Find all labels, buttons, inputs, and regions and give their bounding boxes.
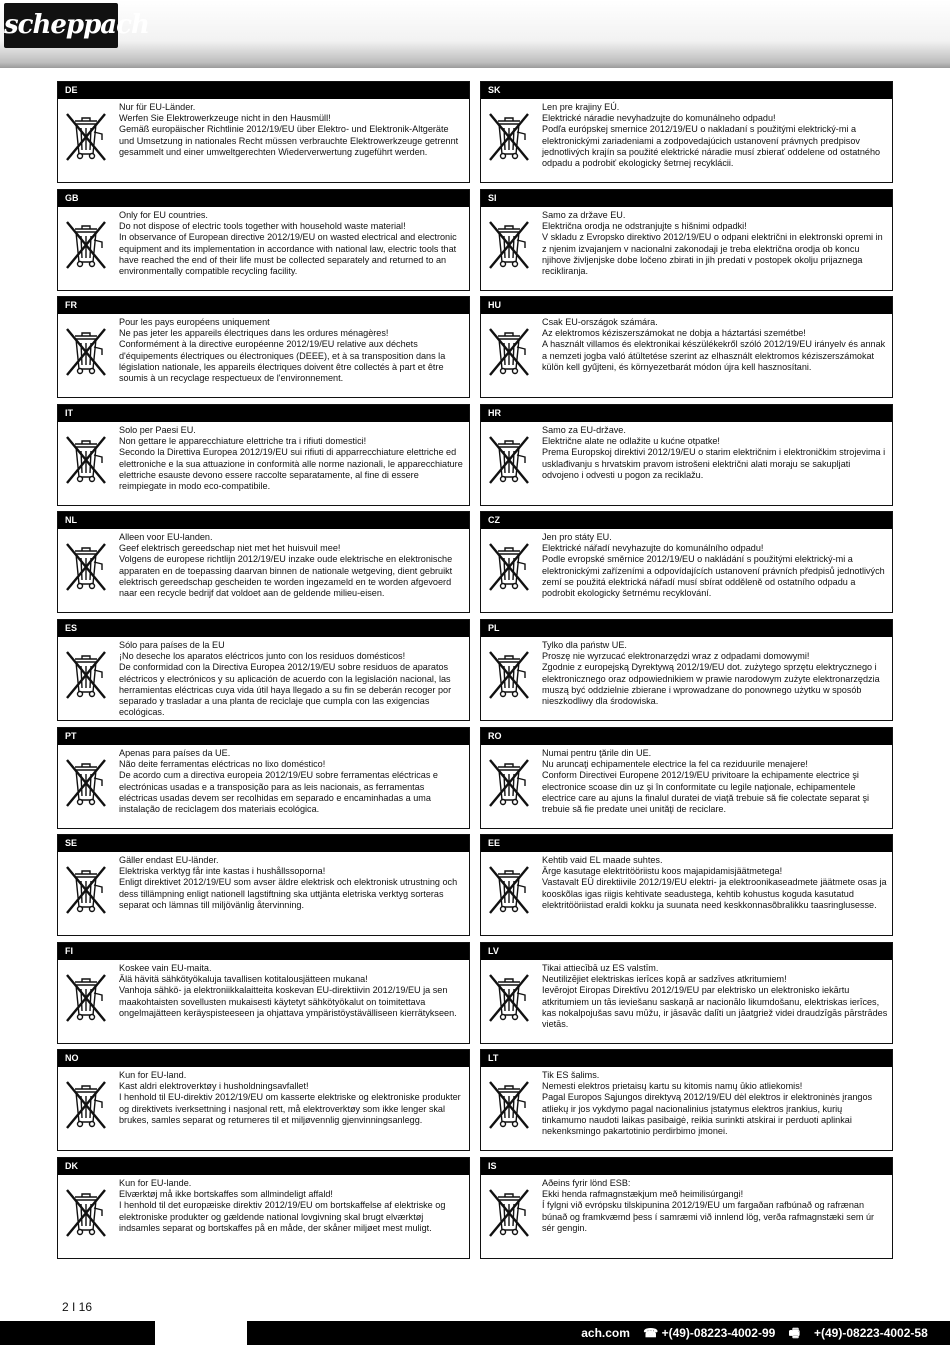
- country-code: HR: [481, 405, 892, 422]
- crossed-bin-icon: [487, 433, 531, 485]
- notice-text: Aðeins fyrir lönd ESB: Ekki henda rafmagnstækjum með heimilisúrgangi! Í fylgni við evrópsku tilskipunina 2012/19/EU um fargaðan rafbúnað og rafrænan búnað og framkvæmd þess í samræmi við innlend lög, verða rafmagnstæki sem úr sér gengin.: [542, 1178, 875, 1233]
- country-code: PT: [58, 728, 469, 745]
- country-code: SK: [481, 82, 892, 99]
- fax-icon: 🖷: [788, 1326, 800, 1340]
- notice-block-ro: [480, 727, 893, 829]
- notice-block-se: [57, 834, 470, 936]
- country-code: LV: [481, 943, 892, 960]
- crossed-bin-icon: [487, 971, 531, 1023]
- crossed-bin-icon: [487, 1186, 531, 1238]
- notice-text: Len pre krajiny EÚ. Elektrické náradie nevyhadzujte do komunálneho odpadu! Podľa európskej smernice 2012/19/EU o nakladaní s použitými elektrický-mi a elektronickými zariadeniami a zodpovedajúcich ustanovení právnych predpisov jednotlivých krajín sa použité elektrické náradie musí zbierať oddelene od ostatného odpadu a podrobiť ekologicky šetrnej recyklácii.: [542, 102, 881, 169]
- notice-text: Gäller endast EU-länder. Elektriska verktyg får inte kastas i hushållssoporna! Enligt direktivet 2012/19/EU som avser äldre elektrisk och elektronisk utrustning och dess tillämpning enligt nationell lagstiftning ska uttjänta eletriska verktyg sorteras separat och lämnas till miljövänlig återvinning.: [119, 855, 458, 910]
- country-code: GB: [58, 190, 469, 207]
- country-code: EE: [481, 835, 892, 852]
- notice-block-is: [480, 1157, 893, 1259]
- notice-text: Kun for EU-land. Kast aldri elektroverktøy i husholdningsavfallet! I henhold til EU-direktiv 2012/19/EU om kasserte elektriske og elektroniske produkter og direktivets iverksettning i nasjonal rett, må elektroverktøy som ikke lenger skal brukes, samles separat og returneres til et miljøvennlig gjenvinningsanlegg.: [119, 1070, 461, 1125]
- notice-block-sk: [480, 81, 893, 183]
- crossed-bin-icon: [64, 863, 108, 915]
- notice-text: Tylko dla państw UE. Proszę nie wyrzucać elektronarzędzi wraz z odpadami domowymi! Zgodnie z europejską Dyrektywą 2012/19/EU dot. zużytego sprzętu elektrycznego i elektronicznego oraz odpowiednikiem w prawie narodowym zużyte elektronarzędzia muszą być oddzielnie zbierane i wprowadzane do ponownego użytku w sposób nieszkodliwy dla środowiska.: [542, 640, 880, 707]
- crossed-bin-icon: [487, 218, 531, 270]
- crossed-bin-icon: [487, 863, 531, 915]
- country-code: CZ: [481, 512, 892, 529]
- country-code: DK: [58, 1158, 469, 1175]
- country-code: IS: [481, 1158, 892, 1175]
- notice-block-fr: [57, 296, 470, 398]
- notice-block-hu: [480, 296, 893, 398]
- notice-text: Kun for EU-lande. Elværktøj må ikke bortskaffes som allmindeligt affald! I henhold til det europæiske direktiv 2012/19/EU om bortskaffelse af elektriske og elektroniske produkter og gældende national lovgivning skal brugt elværktøj indsamles separat og bortskaffes på en måde, der skåner miljøet mest muligt.: [119, 1178, 446, 1233]
- phone-icon: ☎: [643, 1326, 659, 1340]
- notice-text: Only for EU countries. Do not dispose of electric tools together with household waste material! In observance of European directive 2012/19/EU on wasted electrical and electronic equipment and its implementation in accordance with national law, electric tools that have reached the end of their life must be collected separately and returned to an environmentally compatible recycling facility.: [119, 210, 457, 277]
- notice-block-it: [57, 404, 470, 506]
- crossed-bin-icon: [487, 1078, 531, 1130]
- website-text: ach.com: [581, 1326, 630, 1340]
- crossed-bin-icon: [487, 540, 531, 592]
- country-code: HU: [481, 297, 892, 314]
- notice-text: Jen pro státy EU. Elektrické nářadí nevyhazujte do komunálního odpadu! Podle evropské směrnice 2012/19/EU o nakládání s použitými elektrický-mi a elektronickými zařízeními a odpovídajících ustanovení právních předpisů jednotlivých zemí se použitá elektrická nářadí musí sbírat odděleně od ostatního odpadu a podrobit ekologicky šetrnému recyklování.: [542, 532, 885, 599]
- notice-block-nl: [57, 511, 470, 613]
- notice-block-pl: [480, 619, 893, 721]
- notice-block-lv: [480, 942, 893, 1044]
- notice-block-hr: [480, 404, 893, 506]
- country-code: PL: [481, 620, 892, 637]
- phone-number: +(49)-08223-4002-99: [661, 1326, 776, 1340]
- notice-text: Nur für EU-Länder. Werfen Sie Elektrowerkzeuge nicht in den Hausmüll! Gemäß europäischer Richtlinie 2012/19/EU über Elektro- und Elektronik-Altgeräte und Umsetzung in nationales Recht müssen verbrauchte Elektrowerkzeuge getrennt gesammelt und einer umweltgerechten Wiederverwertung zugeführt werden.: [119, 102, 459, 157]
- notice-text: Tik ES šalims. Nemesti elektros prietaisų kartu su kitomis namų ūkio atliekomis! Pagal Europos Sąjungos direktyvą 2012/19/EU dėl elektros ir elektroninės įrangos atliekų ir jos vykdymo pagal nacionalinius įstatymus elektros įrankius, kurių tinkamumo naudoti laikas pasibaigė, reikia surinkti atskirai ir perduoti aplinkai nekenksmingo pakartotinio perdirbimo įmonei.: [542, 1070, 873, 1137]
- crossed-bin-icon: [487, 756, 531, 808]
- notice-block-si: [480, 189, 893, 291]
- scheppach-logo: scheppach: [4, 3, 118, 48]
- country-code: NO: [58, 1050, 469, 1067]
- country-code: ES: [58, 620, 469, 637]
- country-code: NL: [58, 512, 469, 529]
- country-code: IT: [58, 405, 469, 422]
- crossed-bin-icon: [64, 540, 108, 592]
- notice-block-no: [57, 1049, 470, 1151]
- footer-gap: [155, 1321, 247, 1345]
- crossed-bin-icon: [487, 648, 531, 700]
- notice-block-de: [57, 81, 470, 183]
- notice-text: Koskee vain EU-maita. Älä hävitä sähkötyökaluja tavallisen kotitalousjätteen mukana! Vanhoja sähkö- ja elektroniikkalaitteita koskevan EU-direktiivin 2012/19/EU ja sen maakohtaisten sovellusten mukaisesti käytetyt sähkötyökalut on toimitettava ongelmajätteen keräyspisteeseen ja ohjattava ympäristöystävälliseen kierrätykseen.: [119, 963, 457, 1018]
- crossed-bin-icon: [64, 971, 108, 1023]
- notice-block-fi: [57, 942, 470, 1044]
- notice-text: Samo za EU-države. Električne alate ne odlažite u kućne otpatke! Prema Europskoj direktivi 2012/19/EU o starim električnim i elektroničkim strojevima i usklađivanju s hrvatskim pravom istrošeni električni alati moraju se sakupljati odvojeno i odvesti u pogon za reciklažu.: [542, 425, 886, 480]
- crossed-bin-icon: [64, 325, 108, 377]
- notice-block-ee: [480, 834, 893, 936]
- country-code: FR: [58, 297, 469, 314]
- footer-bar: [0, 1321, 950, 1345]
- notice-text: Kehtib vaid EL maade suhtes. Ärge kasutage elektritööriistu koos majapidamisjäätmetega! Vastavalt EÜ direktiivile 2012/19/EU elektri- ja elektroonikaseadmete jäätmete osas ja kooskõlas igas riigis kehtivate seadustega, kehtib kohustus koguda kasutatud elektritööriistad eraldi kokku ja suunata need keskkonnasõbralikku taasringlusesse.: [542, 855, 887, 910]
- crossed-bin-icon: [64, 110, 108, 162]
- crossed-bin-icon: [64, 1078, 108, 1130]
- notice-text: Alleen voor EU-landen. Geef elektrisch gereedschap niet met het huisvuil mee! Volgens de europese richtlijn 2012/19/EU inzake oude elektrische en elektronische apparaten en de toepassing daarvan binnen de nationale wetgeving, dient gebruikt elektrisch gereedschap gescheiden te worden ingezameld en te worden afgevoerd naar een recycle bedrijf dat voldoet aan de geldende milieu-eisen.: [119, 532, 453, 599]
- notice-text: Numai pentru ţările din UE. Nu aruncaţi echipamentele electrice la fel ca reziduurile menajere! Conform Directivei Europene 2012/19/EU privitoare la echipamente electrice şi electronice scoase din uz şi în conformitate cu legile naţionale, echipamentele electrice care au ajuns la finalul duratei de viaţă trebuie să fie colectate separat şi trebuie să fie predate unei unităţi de reciclare.: [542, 748, 870, 815]
- crossed-bin-icon: [64, 648, 108, 700]
- crossed-bin-icon: [64, 756, 108, 808]
- crossed-bin-icon: [487, 325, 531, 377]
- notice-text: Tikai attiecībā uz ES valstīm. Neutilizējiet elektriskas ierīces kopā ar sadzīves atkritumiem! Ievērojot Eiropas Direktīvu 2012/19/EU par elektrisko un elektronisko iekārtu atkritumiem un tās ieviešanu saskaņā ar nacionālo likumdošanu, elektriskas ierīces, kas nokalpojušas savu mūžu, ir jāsavāc dalīti un jāatgriež videi draudzīgās pārstrādes vietās.: [542, 963, 888, 1030]
- notice-text: Apenas para países da UE. Não deite ferramentas eléctricas no lixo doméstico! De acordo cum a directiva europeia 2012/19/EU sobre ferramentas eléctricas e electrónicas usadas e a transposição para as leis nacionais, as ferramentas eléctricas usadas devem ser recolhidas em separado e encaminhadas a uma instalação de reciclagem dos materiais ecológica.: [119, 748, 438, 815]
- notice-text: Csak EU-országok számára. Az elektromos kéziszerszámokat ne dobja a háztartási szemétbe! A használt villamos és elektronikai készülékekről szóló 2012/19/EU irányelv és annak a nemzeti jogba való átültetése szerint az elhasznált elektromos kéziszerszámokat külön kell gyűjteni, és környezetbarát módon újra kell hasznosítani.: [542, 317, 886, 372]
- crossed-bin-icon: [487, 110, 531, 162]
- notice-block-lt: [480, 1049, 893, 1151]
- notice-text: Samo za države EU. Električna orodja ne odstranjujte s hišnimi odpadki! V skladu z Evropsko direktivo 2012/19/EU o odpani električni in elektronski opremi in z njenim izvajanjem v nacionalni zakonodaji je treba električna orodja ob koncu njihove življenjske dobe ločeno zbirati in jih predati v postopek okolju prijaznega recikliranja.: [542, 210, 883, 277]
- notice-block-dk: [57, 1157, 470, 1259]
- notice-block-pt: [57, 727, 470, 829]
- country-code: DE: [58, 82, 469, 99]
- country-code: LT: [481, 1050, 892, 1067]
- crossed-bin-icon: [64, 1186, 108, 1238]
- notice-text: Sólo para países de la EU ¡No deseche los aparatos eléctricos junto con los residuos domésticos! De conformidad con la Directiva Europea 2012/19/EU sobre residuos de aparatos eléctricos y electrónicos y su aplicación de acuerdo con la legislación nacional, las herramientas eléctricas cuya vida útil haya llegado a su fin se deberán recoger por separado y trasladar a una planta de reciclaje que cumpla con las exigencias ecológicas.: [119, 640, 452, 718]
- header-bar: [0, 0, 950, 68]
- country-code: SI: [481, 190, 892, 207]
- notice-block-es: [57, 619, 470, 721]
- notice-text: Pour les pays européens uniquement Ne pas jeter les appareils électriques dans les ordures ménagères! Conformément à la directive européenne 2012/19/EU relative aux déchets d'équipements électriques ou électroniques (DEEE), et à sa transposition dans la législation nationale, les appareils électriques doivent être collectés à part et être soumis à un recyclage respectueux de l'environnement.: [119, 317, 446, 384]
- country-code: RO: [481, 728, 892, 745]
- fax-number: +(49)-08223-4002-58: [814, 1326, 928, 1340]
- country-code: SE: [58, 835, 469, 852]
- crossed-bin-icon: [64, 218, 108, 270]
- crossed-bin-icon: [64, 433, 108, 485]
- page-number: 2 I 16: [62, 1300, 93, 1314]
- notice-text: Solo per Paesi EU. Non gettare le apparecchiature elettriche tra i rifiuti domestici! Secondo la Direttiva Europea 2012/19/EU sui rifiuti di apparrecchiature elettriche ed elettroniche e la sua attuazione in conformità alle norme nazionali, le apparecchiature elettriche esauste devono essere raccolte separatamente, al fine di essere reimpiegate in modo eco-compatibile.: [119, 425, 463, 492]
- notice-block-gb: [57, 189, 470, 291]
- contact-line: [581, 1321, 800, 1345]
- country-code: FI: [58, 943, 469, 960]
- notice-block-cz: [480, 511, 893, 613]
